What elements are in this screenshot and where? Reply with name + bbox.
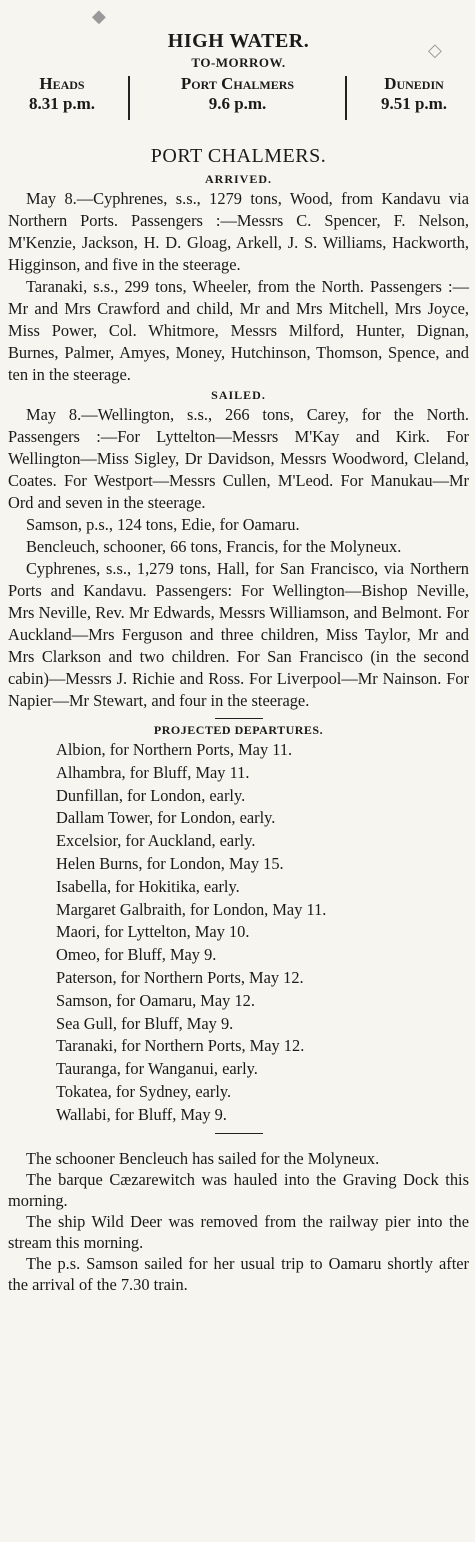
arrival-entry: May 8.—Cyphrenes, s.s., 1279 tons, Wood, from Kandavu via Northern Ports. Passengers :—Messrs C. Spencer, F. Nelson, M'Kenzie, Jackson, H. D. Gloag, Arkell, J. S. Williams, Hackworth, Higginson, and five in the steerage. [8, 189, 469, 274]
list-item: Paterson, for Northern Ports, May 12. [56, 967, 304, 987]
note-paragraph: The p.s. Samson sailed for her usual trip to Oamaru shortly after the arrival of the 7.30 train. [8, 1253, 469, 1294]
arrival-entry: Taranaki, s.s., 299 tons, Wheeler, from the North. Passengers :—Mr and Mrs Crawford and child, Mr and Mrs Mitchell, Mrs Joyce, Miss Power, Col. Whitmore, Messrs Milford, Hunter, Dignan, Burnes, Palmer, Amyes, Money, Hutchinson, Thomson, Spence, and ten in the steerage. [8, 277, 469, 384]
sailing-entry: Samson, p.s., 124 tons, Edie, for Oamaru. [26, 515, 300, 534]
list-item: Maori, for Lyttelton, May 10. [56, 922, 250, 942]
list-item: Margaret Galbraith, for London, May 11. [56, 899, 327, 919]
tide-place: Port Chalmers [180, 74, 295, 93]
tide-time: 8.31 p.m. [28, 94, 96, 113]
tide-dunedin [359, 74, 469, 122]
section-rule [215, 718, 263, 719]
section-title: PORT CHALMERS. [150, 145, 327, 167]
arrived-heading: ARRIVED. [204, 172, 272, 186]
tide-time: 9.51 p.m. [380, 94, 448, 113]
section-rule [215, 1133, 263, 1134]
sailing-entry: Cyphrenes, s.s., 1,279 tons, Hall, for San Francisco, via Northern Ports and Kandavu. Passengers: For Wellington—Bishop Neville, Mrs Neville, Rev. Mr Edwards, Messrs Williamson, and Belmont. For Auckland—Mrs Ferguson and three children, Miss Taylor, Mr and Mrs Clarkson and two children. For San Francisco (in the second cabin)—Messrs J. Richie and Ross. For Liverpool—Mr Nainson. For Napier—Mr Stewart, and four in the steerage. [8, 559, 469, 710]
tide-table [8, 74, 469, 122]
tide-time: 9.6 p.m. [208, 94, 267, 113]
list-item: Excelsior, for Auckland, early. [56, 831, 256, 851]
decorative-ornament-icon: ◆ [92, 6, 106, 26]
list-item: Samson, for Oamaru, May 12. [56, 990, 255, 1010]
list-item: Tokatea, for Sydney, early. [56, 1081, 232, 1101]
decorative-ornament-icon: ◇ [428, 40, 442, 60]
departures-list [8, 739, 469, 1127]
list-item: Sea Gull, for Bluff, May 9. [56, 1013, 234, 1033]
tide-place: Heads [39, 74, 85, 93]
list-item: Dallam Tower, for London, early. [56, 808, 276, 828]
list-item: Taranaki, for Northern Ports, May 12. [56, 1036, 305, 1056]
sailing-entry: Bencleuch, schooner, 66 tons, Francis, for the Molyneux. [26, 537, 402, 556]
tide-place: Dunedin [384, 74, 444, 93]
list-item: Isabella, for Hokitika, early. [56, 876, 240, 896]
high-water-title: HIGH WATER. [167, 30, 310, 52]
list-item: Dunfillan, for London, early. [56, 785, 246, 805]
tide-divider [345, 76, 347, 120]
sailing-entry: May 8.—Wellington, s.s., 266 tons, Carey, for the North. Passengers :—For Lyttelton—Messrs M'Kay and Kirk. For Wellington—Miss Sigley, Dr Davidson, Messrs Woodword, Cleland, Coates. For Westport—Messrs Cullen, M'Leod. For Manukau—Mr Ord and seven in the steerage. [8, 405, 469, 512]
note-paragraph: The barque Cæzarewitch was hauled into the Graving Dock this morning. [8, 1169, 469, 1210]
list-item: Helen Burns, for London, May 15. [56, 853, 284, 873]
note-paragraph: The ship Wild Deer was removed from the railway pier into the stream this morning. [8, 1211, 469, 1252]
list-item: Wallabi, for Bluff, May 9. [56, 1104, 227, 1124]
high-water-subtitle: TO-MORROW. [191, 55, 286, 70]
list-item: Albion, for Northern Ports, May 11. [56, 740, 293, 759]
list-item: Omeo, for Bluff, May 9. [56, 945, 217, 965]
tide-heads [8, 74, 116, 122]
note-paragraph: The schooner Bencleuch has sailed for the Molyneux. [26, 1148, 380, 1168]
shipping-notes [8, 1148, 469, 1295]
projected-heading: PROJECTED DEPARTURES. [153, 723, 324, 737]
tide-divider [128, 76, 130, 120]
list-item: Alhambra, for Bluff, May 11. [56, 762, 250, 782]
tide-port-chalmers [143, 74, 333, 122]
sailed-heading: SAILED. [211, 388, 266, 402]
list-item: Tauranga, for Wanganui, early. [56, 1059, 258, 1079]
